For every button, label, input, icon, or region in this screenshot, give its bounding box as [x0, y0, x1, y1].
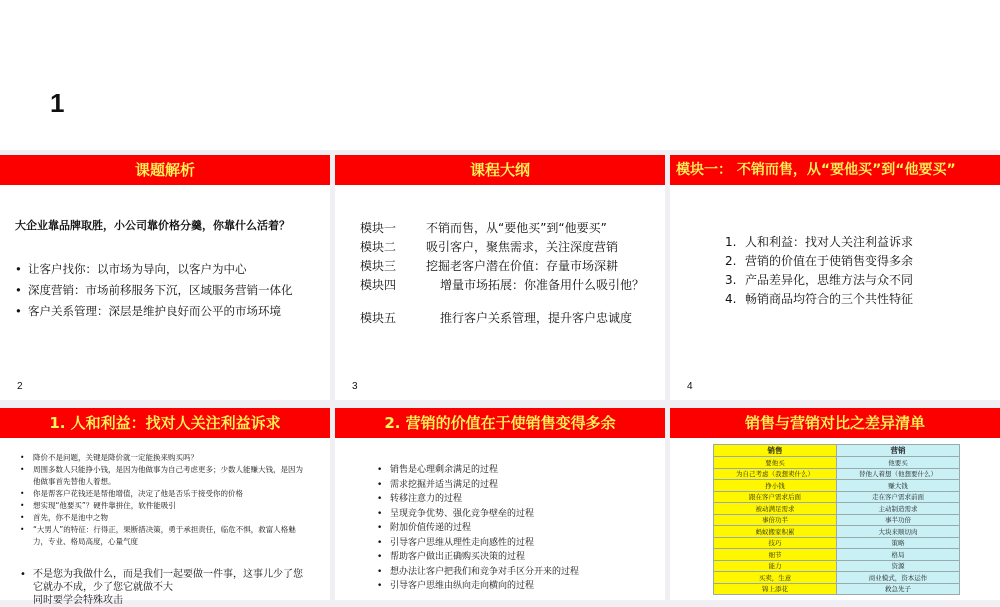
module-label: 模块一 — [360, 221, 397, 235]
bullet-item: • 引导客户思维由纵向走向横向的过程 — [377, 579, 579, 594]
marketing-cell: 格局 — [837, 549, 960, 561]
module-label: 模块五 — [360, 311, 397, 325]
sales-cell: 锦上添花 — [714, 583, 837, 595]
table-row — [714, 514, 960, 526]
bullet-item: • 客户关系管理：深层是维护良好而公平的市场环境 — [15, 301, 293, 322]
sales-cell: 挣小钱 — [714, 480, 837, 492]
sales-cell: 细节 — [714, 549, 837, 561]
slide-thumbnail-4[interactable] — [670, 155, 1000, 400]
bullet-item: • 想办法让客户把我们和竞争对手区分开来的过程 — [377, 565, 579, 580]
module-text: 增量市场拓展：你准备用什么吸引他？ — [440, 278, 645, 292]
table-header-row — [714, 445, 960, 457]
bullet-item: • 帮助客户做出正确购买决策的过程 — [377, 550, 579, 565]
table-row — [714, 572, 960, 584]
slide-thumbnail-7[interactable] — [670, 408, 1000, 600]
numbered-list — [725, 233, 913, 309]
table-row — [714, 560, 960, 572]
bullet-item: • 周围多数人只能挣小钱，是因为他做事为自己考虑更多；少数人能赚大钱，是因为他做事首先替他人着想。 — [20, 464, 310, 488]
footer-line: 同时要学会特殊攻击 — [33, 595, 123, 606]
list-item — [725, 290, 913, 309]
sales-cell: 被动满足需求 — [714, 503, 837, 515]
table-row — [714, 526, 960, 538]
slide-page-number: 2 — [17, 381, 23, 392]
sales-cell: 为自己考虑（我想卖什么） — [714, 468, 837, 480]
comparison-table — [713, 444, 960, 595]
slide-title: 1. 人和利益：找对人关注利益诉求 — [0, 408, 330, 438]
bullet-item: • 想实现“他要买”？硬件靠拼住，软件能吸引 — [20, 500, 310, 512]
slide-thumbnail-2[interactable] — [0, 155, 330, 400]
module-text: 挖掘老客户潜在价值：存量市场深耕 — [426, 259, 619, 273]
sales-cell: 跟在客户需求后面 — [714, 491, 837, 503]
module-row — [360, 238, 618, 255]
list-item — [725, 252, 913, 271]
item-text: 人和利益：找对人关注利益诉求 — [745, 235, 914, 249]
item-number: 1. — [725, 235, 737, 249]
slide-title: 2. 营销的价值在于使销售变得多余 — [335, 408, 665, 438]
list-item — [725, 233, 913, 252]
module-row — [360, 257, 618, 274]
item-text: 产品差异化，思维方法与众不同 — [745, 273, 914, 287]
slide-thumbnail-3[interactable] — [335, 155, 665, 400]
module-text: 推行客户关系管理，提升客户忠诚度 — [440, 311, 633, 325]
footer-bullet: • 不是您为我做什么，而是我们一起要做一件事，这事儿少了您 — [20, 569, 303, 580]
slide-thumbnail-6[interactable] — [335, 408, 665, 600]
footer-line: 它就办不成，少了您它就做不大 — [33, 582, 173, 593]
item-number: 4. — [725, 292, 737, 306]
marketing-cell: 事半功倍 — [837, 514, 960, 526]
table-row — [714, 549, 960, 561]
table-row — [714, 583, 960, 595]
marketing-cell: 策略 — [837, 537, 960, 549]
slide-page-number: 3 — [352, 381, 358, 392]
sales-cell: 蚂蚁搬家积累 — [714, 526, 837, 538]
slide-title: 课程大纲 — [335, 155, 665, 185]
bullet-item: • 深度营销：市场前移服务下沉，区域服务营销一体化 — [15, 280, 293, 301]
marketing-cell: 商业模式，资本运作 — [837, 572, 960, 584]
table-row — [714, 480, 960, 492]
item-text: 营销的价值在于使销售变得多余 — [745, 254, 914, 268]
bullet-item: • 转移注意力的过程 — [377, 492, 579, 507]
slide-question: 大企业靠品牌取胜，小公司靠价格分羹，你靠什么活着？ — [15, 219, 290, 232]
marketing-cell: 救急先子 — [837, 583, 960, 595]
item-number: 2. — [725, 254, 737, 268]
slide-title: 模块一： 不销而售，从“要他买”到“他要买” — [670, 155, 1000, 185]
slide-title: 课题解析 — [0, 155, 330, 185]
marketing-cell: 资源 — [837, 560, 960, 572]
module-label: 模块四 — [360, 278, 397, 292]
marketing-cell: 替他人着想（他想要什么） — [837, 468, 960, 480]
bullet-item: • 首先，你不是池中之物 — [20, 512, 310, 524]
table-row — [714, 491, 960, 503]
table-row — [714, 537, 960, 549]
sales-cell: 要他买 — [714, 457, 837, 469]
footer-line: 不是您为我做什么，而是我们一起要做一件事，这事儿少了您 — [33, 569, 303, 580]
marketing-cell: 他要买 — [837, 457, 960, 469]
bullet-item: • 引导客户思维从理性走向感性的过程 — [377, 536, 579, 551]
item-text: 畅销商品均符合的三个共性特征 — [745, 292, 914, 306]
table-row — [714, 503, 960, 515]
bullet-list — [20, 452, 310, 548]
table-body — [714, 457, 960, 595]
bullet-item: • 呈现竞争优势、强化竞争壁垒的过程 — [377, 507, 579, 522]
sales-cell: 事倍功半 — [714, 514, 837, 526]
marketing-cell: 大块来顺切肉 — [837, 526, 960, 538]
slide-thumbnail-5[interactable] — [0, 408, 330, 606]
module-label: 模块二 — [360, 240, 397, 254]
cover-slide[interactable] — [0, 0, 1000, 150]
module-row — [360, 219, 607, 236]
bullet-item: • 你是帮客户花钱还是帮他增值，决定了他是否乐于接受你的价格 — [20, 488, 310, 500]
bullet-list — [15, 259, 293, 322]
marketing-cell: 走在客户需求前面 — [837, 491, 960, 503]
module-text: 不销而售，从“要他买”到“他要买” — [426, 221, 607, 235]
sales-cell: 能力 — [714, 560, 837, 572]
slide-title: 销售与营销对比之差异清单 — [670, 408, 1000, 438]
module-label: 模块三 — [360, 259, 397, 273]
bullet-item: • 降价不是问题，关键是降价就一定能换来购买吗？ — [20, 452, 310, 464]
sales-cell: 技巧 — [714, 537, 837, 549]
bullet-item: • 需求挖掘并适当满足的过程 — [377, 478, 579, 493]
module-row — [360, 276, 644, 293]
table-row — [714, 457, 960, 469]
bullet-item: • “大男人”的特征：行得正，果断措决策，勇于承担责任，临危不惧，救富人格魅力，专业、格局高度，心量气度 — [20, 524, 310, 548]
module-text: 吸引客户，聚焦需求，关注深度营销 — [426, 240, 619, 254]
item-number: 3. — [725, 273, 737, 287]
bullet-item: • 销售是心理剩余满足的过程 — [377, 463, 579, 478]
bullet-item: • 附加价值传递的过程 — [377, 521, 579, 536]
slide-page-number: 4 — [687, 381, 693, 392]
module-row — [360, 309, 632, 326]
column-header-marketing: 营销 — [837, 445, 960, 457]
marketing-cell: 赚大钱 — [837, 480, 960, 492]
bullet-list — [377, 463, 579, 594]
marketing-cell: 主动制造需求 — [837, 503, 960, 515]
sales-cell: 买卖，生意 — [714, 572, 837, 584]
cover-slide-number: 1 — [50, 88, 65, 118]
list-item — [725, 271, 913, 290]
bullet-item: • 让客户找你：以市场为导向，以客户为中心 — [15, 259, 293, 280]
column-header-sales: 销售 — [714, 445, 837, 457]
slide-footer-text — [20, 568, 303, 607]
table-row — [714, 468, 960, 480]
